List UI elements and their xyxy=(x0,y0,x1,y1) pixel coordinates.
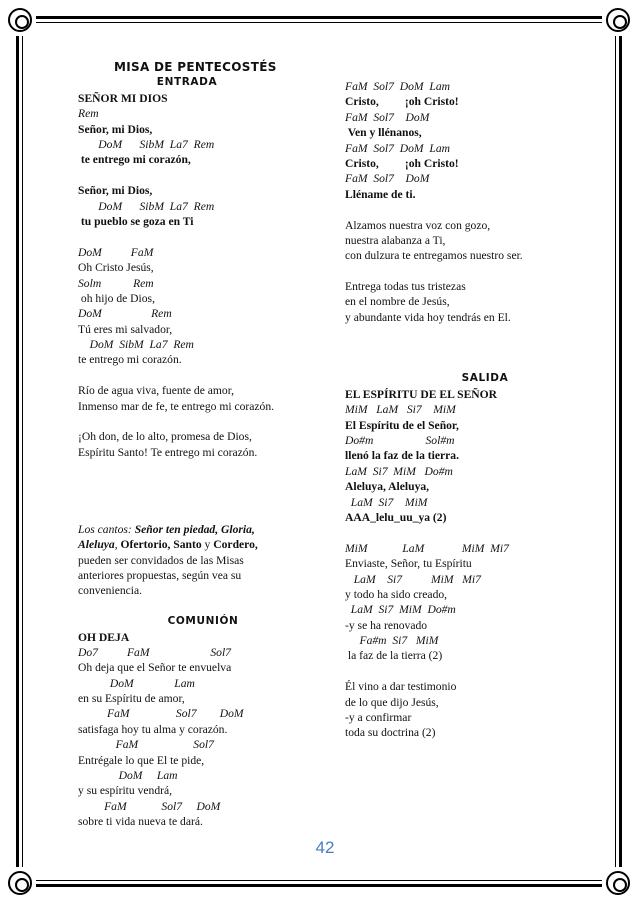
chord-line: FaM Sol7 DoM xyxy=(78,707,244,721)
note-prefix: Los cantos: xyxy=(78,522,135,536)
lyric-line: toda su doctrina (2) xyxy=(345,726,436,740)
section-header-salida: SALIDA xyxy=(461,372,509,385)
note-bold: Ofertorio, Santo xyxy=(120,538,202,552)
chord-line: MiM LaM MiM Mi7 xyxy=(345,541,509,555)
section-header-comunion: COMUNIÓN xyxy=(167,615,239,628)
chord-line: DoM Lam xyxy=(78,769,178,783)
chord-line: DoM SibM La7 Rem xyxy=(78,137,215,151)
lyric-line: en el nombre de Jesús, xyxy=(345,295,450,309)
note-bold: Aleluya xyxy=(78,538,115,552)
note-bold: Cordero, xyxy=(213,538,258,552)
chord-line: DoM SibM La7 Rem xyxy=(78,338,194,352)
lyric-line: llenó la faz de la tierra. xyxy=(345,449,459,463)
lyric-line: y abundante vida hoy tendrás en El. xyxy=(345,310,511,324)
corner-ornament-bottom-left xyxy=(8,871,32,895)
lyric-line: Él vino a dar testimonio xyxy=(345,680,457,694)
border-right-inner xyxy=(615,36,616,867)
left-column xyxy=(78,60,308,830)
chord-line: FaM Sol7 DoM xyxy=(345,110,430,124)
lyric-line: Entrégale lo que El te pide, xyxy=(78,753,205,767)
chord-line: DoM SibM La7 Rem xyxy=(78,199,215,213)
lyric-line: nuestra alabanza a Ti, xyxy=(345,233,446,247)
lyric-line: -y a confirmar xyxy=(345,711,412,725)
lyric-line: Alzamos nuestra voz con gozo, xyxy=(345,218,491,232)
chord-line: MiM LaM Si7 MiM xyxy=(345,403,456,417)
corner-ornament-bottom-right xyxy=(606,871,630,895)
lyric-line: y su espíritu vendrá, xyxy=(78,784,173,798)
lyric-line: y todo ha sido creado, xyxy=(345,587,448,601)
lyric-line: Espíritu Santo! Te entrego mi corazón. xyxy=(78,445,258,459)
lyric-line: El Espíritu de el Señor, xyxy=(345,418,459,432)
border-bottom-inner xyxy=(36,880,602,881)
lyric-line: con dulzura te entregamos nuestro ser. xyxy=(345,249,523,263)
lyric-line: te entrego mi corazón. xyxy=(78,353,182,367)
note-line: conveniencia. xyxy=(78,584,143,598)
lyric-line: tu pueblo se goza en Ti xyxy=(78,214,194,228)
border-right xyxy=(619,36,622,867)
chord-line: LaM Si7 MiM xyxy=(345,495,428,509)
lyric-line: Cristo, ¡oh Cristo! xyxy=(345,156,459,170)
lyric-line: Señor, mi Dios, xyxy=(78,184,153,198)
note-bold: Señor ten piedad, Gloria, xyxy=(134,522,255,536)
chord-line: Do7 FaM Sol7 xyxy=(78,645,231,659)
lyric-line: AAA_lelu_uu_ya (2) xyxy=(345,510,447,524)
chord-line: LaM Si7 MiM Mi7 xyxy=(345,572,481,586)
lyric-line: Tú eres mi salvador, xyxy=(78,322,173,336)
lyric-line: ¡Oh don, de lo alto, promesa de Dios, xyxy=(78,430,252,444)
note-line: anteriores propuestas, según vea su xyxy=(78,568,242,582)
lyric-line: Río de agua viva, fuente de amor, xyxy=(78,384,234,398)
lyric-line: Oh deja que el Señor te envuelva xyxy=(78,661,232,675)
lyric-line: Ven y llénanos, xyxy=(345,126,422,140)
corner-ornament-top-right xyxy=(606,8,630,32)
lyric-line: satisfaga hoy tu alma y corazón. xyxy=(78,722,228,736)
border-left-inner xyxy=(22,36,23,867)
page-number: 42 xyxy=(315,838,335,857)
chord-line: Solm Rem xyxy=(78,276,154,290)
note-sep: , xyxy=(114,538,121,552)
right-column xyxy=(345,79,595,741)
note-sep: y xyxy=(201,538,214,552)
lyric-line: la faz de la tierra (2) xyxy=(345,649,443,663)
chord-line: Rem xyxy=(78,107,99,121)
lyric-line: te entrego mi corazón, xyxy=(78,153,191,167)
chord-line: FaM Sol7 DoM xyxy=(345,172,430,186)
lyric-line: sobre ti vida nueva te dará. xyxy=(78,815,203,829)
lyric-line: Señor, mi Dios, xyxy=(78,122,153,136)
lyric-line: Inmenso mar de fe, te entrego mi corazón. xyxy=(78,399,275,413)
lyric-line: Cristo, ¡oh Cristo! xyxy=(345,95,459,109)
note-line xyxy=(78,522,308,537)
section-header-entrada: ENTRADA xyxy=(156,76,218,89)
song-title: OH DEJA xyxy=(78,630,130,644)
lyric-line: de lo que dijo Jesús, xyxy=(345,695,439,709)
chord-line: LaM Si7 MiM Do#m xyxy=(345,603,456,617)
border-left xyxy=(16,36,19,867)
chord-line: FaM Sol7 DoM xyxy=(78,799,221,813)
chord-line: DoM FaM xyxy=(78,245,154,259)
song-title: SEÑOR MI DIOS xyxy=(78,91,168,105)
lyric-line: Enviaste, Señor, tu Espíritu xyxy=(345,557,472,571)
chord-line: FaM Sol7 DoM Lam xyxy=(345,80,450,93)
chord-line: DoM Rem xyxy=(78,307,172,321)
song-title: EL ESPÍRITU DE EL SEÑOR xyxy=(345,387,498,401)
chord-line: Fa#m Si7 MiM xyxy=(345,634,439,648)
border-top-inner xyxy=(36,22,602,23)
corner-ornament-top-left xyxy=(8,8,32,32)
lyric-line: Lléname de ti. xyxy=(345,187,416,201)
note-line: pueden ser convidados de las Misas xyxy=(78,553,244,567)
lyric-line: -y se ha renovado xyxy=(345,618,428,632)
chord-line: LaM Si7 MiM Do#m xyxy=(345,464,453,478)
note-line xyxy=(78,537,308,552)
border-top xyxy=(36,16,602,19)
lyric-line: Aleluya, Aleluya, xyxy=(345,480,430,494)
lyric-line: Oh Cristo Jesús, xyxy=(78,261,154,275)
page-title: MISA DE PENTECOSTÉS xyxy=(114,60,277,74)
chord-line: FaM Sol7 xyxy=(78,738,214,752)
chord-line: DoM Lam xyxy=(78,676,195,690)
border-bottom xyxy=(36,884,602,887)
chord-line: Do#m Sol#m xyxy=(345,434,455,447)
lyric-line: Entrega todas tus tristezas xyxy=(345,280,466,294)
lyric-line: en su Espíritu de amor, xyxy=(78,692,185,706)
chord-line: FaM Sol7 DoM Lam xyxy=(345,141,450,155)
lyric-line: oh hijo de Dios, xyxy=(78,291,155,305)
